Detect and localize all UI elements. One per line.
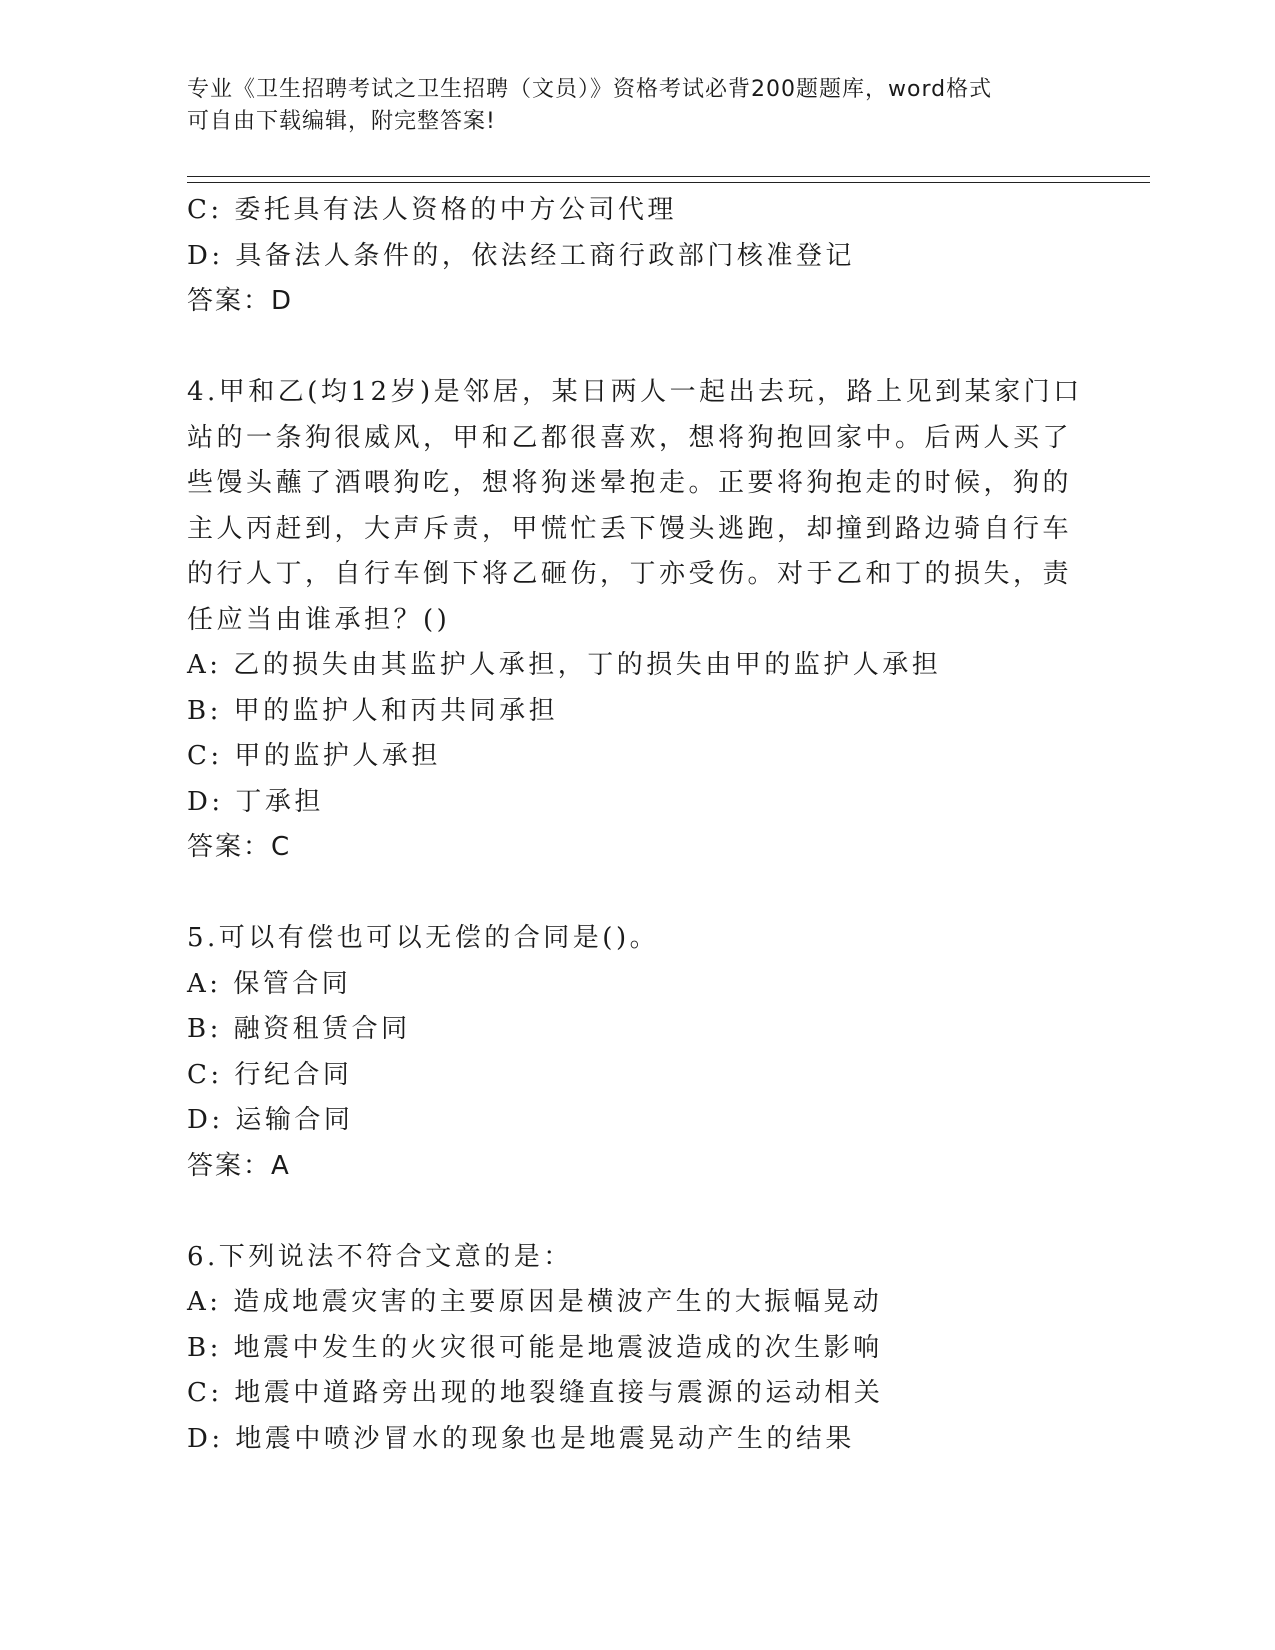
q4-option-a: A: 乙的损失由其监护人承担，丁的损失由甲的监护人承担 <box>187 650 942 680</box>
spacer <box>187 871 1067 917</box>
q3-option-c: C: 委托具有法人资格的中方公司代理 <box>187 195 677 225</box>
q4-stem-line-2: 站的一条狗很威风，甲和乙都很喜欢，想将狗抱回家中。后两人买了 <box>187 422 1073 453</box>
q3-option-d: D: 具备法人条件的，依法经工商行政部门核准登记 <box>187 240 855 271</box>
header-title-line-1: 专业《卫生招聘考试之卫生招聘（文员）》资格考试必背200题题库，word格式 <box>187 77 993 102</box>
header-title-line-2: 可自由下载编辑，附完整答案! <box>187 109 496 134</box>
spacer <box>187 325 1067 371</box>
q6-option-d: D: 地震中喷沙冒水的现象也是地震晃动产生的结果 <box>187 1423 855 1454</box>
q4-stem-line-5: 的行人丁，自行车倒下将乙砸伤，丁亦受伤。对于乙和丁的损失，责 <box>187 559 1073 589</box>
spacer <box>187 1189 1067 1235</box>
q4-stem-line-6: 任应当由谁承担？() <box>187 604 451 635</box>
question-content <box>187 188 1083 1462</box>
q6-option-c: C: 地震中道路旁出现的地裂缝直接与震源的运动相关 <box>187 1378 884 1408</box>
q5-answer: 答案：A <box>187 1150 291 1181</box>
q6-option-a: A: 造成地震灾害的主要原因是横波产生的大振幅晃动 <box>187 1287 883 1317</box>
q4-stem-line-1: 4.甲和乙(均12岁)是邻居，某日两人一起出去玩，路上见到某家门口 <box>187 377 1083 407</box>
q5-option-b: B: 融资租赁合同 <box>187 1014 411 1044</box>
q4-option-c: C: 甲的监护人承担 <box>187 741 441 771</box>
q4-option-d: D: 丁承担 <box>187 786 324 817</box>
q6-option-b: B: 地震中发生的火灾很可能是地震波造成的次生影响 <box>187 1332 883 1363</box>
header-divider-top <box>187 176 1150 177</box>
q4-stem-line-4: 主人丙赶到，大声斥责，甲慌忙丢下馒头逃跑，却撞到路边骑自行车 <box>187 513 1073 544</box>
q5-stem: 5.可以有偿也可以无偿的合同是()。 <box>187 923 660 953</box>
header-divider-bottom <box>187 182 1150 183</box>
q5-option-c: C: 行纪合同 <box>187 1059 353 1090</box>
q3-answer: 答案：D <box>187 286 294 316</box>
q5-option-d: D: 运输合同 <box>187 1105 354 1135</box>
q6-stem: 6.下列说法不符合文意的是： <box>187 1241 573 1272</box>
q5-option-a: A: 保管合同 <box>187 968 352 999</box>
page-header <box>187 74 1067 138</box>
q4-option-b: B: 甲的监护人和丙共同承担 <box>187 695 559 726</box>
q4-answer: 答案：C <box>187 832 292 862</box>
q4-stem-line-3: 些馒头蘸了酒喂狗吃，想将狗迷晕抱走。正要将狗抱走的时候，狗的 <box>187 468 1073 498</box>
